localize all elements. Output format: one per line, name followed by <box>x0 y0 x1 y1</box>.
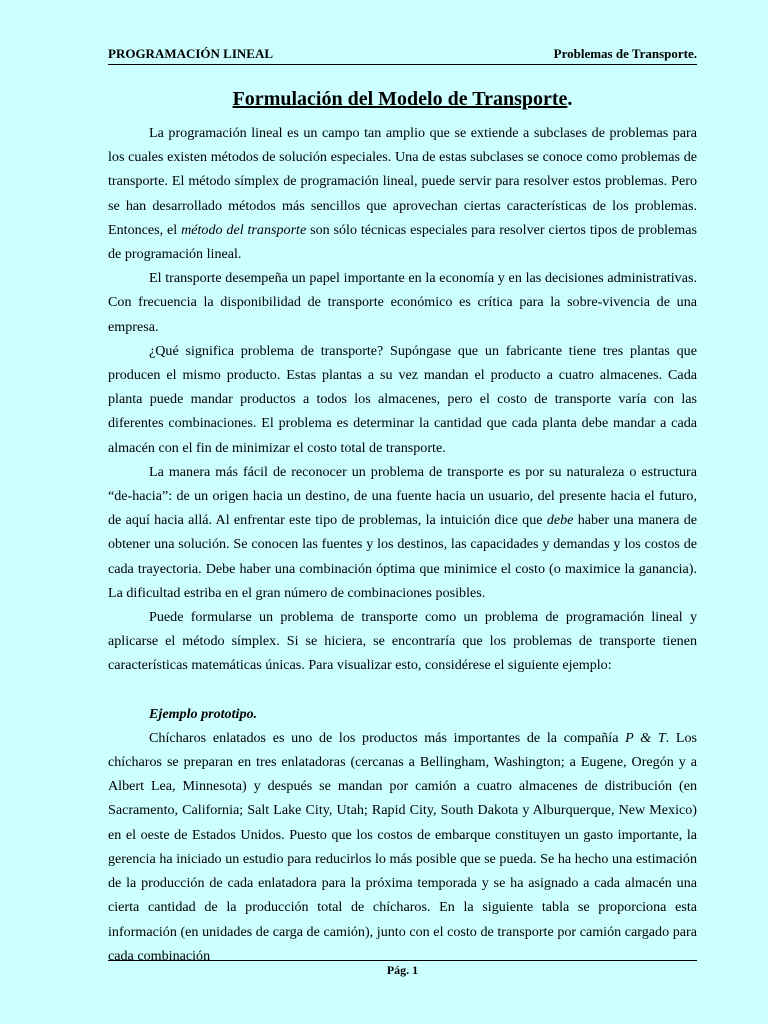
paragraph-4-text-b: haber una manera de obtener una solución. Se conocen las fuentes y los destinos, las capacidades y demandas y los costos de cada trayectoria. Debe haber una combinación óptima que minimice el costo (o maximice la ganancia). La dificultad estriba en el gran número de combinaciones posibles. <box>108 512 698 601</box>
page-header <box>108 44 697 65</box>
paragraph-1-text-b: son sólo técnicas especiales para resolver ciertos tipos de problemas de programación lineal. <box>108 221 698 263</box>
paragraph-spacer <box>108 678 697 702</box>
page-title <box>108 88 697 111</box>
paragraph-5: Puede formularse un problema de transporte como un problema de programación lineal y aplicarse el método símplex. Si se hiciera, se encontraría que los problemas de transporte tienen características matemáticas únicas. Para visualizar esto, considérese el siguiente ejemplo: <box>108 609 697 674</box>
example-heading: Ejemplo prototipo. <box>149 705 258 722</box>
header-section-title: Problemas de Transporte. <box>553 46 697 61</box>
title-text: Formulación del Modelo de Transporte <box>232 88 568 110</box>
paragraph-2: El transporte desempeña un papel importante en la economía y en las decisiones administrativas. Con frecuencia la disponibilidad de transporte económico es crítica para la sobre-vivencia de una empresa. <box>108 270 697 335</box>
title-period: . <box>567 88 573 110</box>
paragraph-6-emphasis: P & T <box>625 729 666 746</box>
page-footer <box>108 960 697 978</box>
header-course-title: PROGRAMACIÓN LINEAL <box>108 46 274 61</box>
paragraph-1-text-a: La programación lineal es un campo tan amplio que se extiende a subclases de problemas para los cuales existen métodos de solución especiales. Una de estas subclases se conoce como problemas de transporte. El método símplex de programación lineal, puede servir para resolver estos problemas. Pero se han desarrollado métodos más sencillos que aprovechan ciertas características de los problemas. Entonces, el <box>108 125 697 238</box>
page-number: Pág. 1 <box>386 963 419 977</box>
paragraph-4 <box>108 460 697 605</box>
document-page <box>108 0 697 1024</box>
paragraph-1 <box>108 121 697 266</box>
document-body <box>108 121 697 968</box>
paragraph-3: ¿Qué significa problema de transporte? Supóngase que un fabricante tiene tres plantas que producen el mismo producto. Estas plantas a su vez mandan el producto a cuatro almacenes. Cada planta puede mandar productos a todos los almacenes, pero el costo de transporte varía con las diferentes combinaciones. El problema es determinar la cantidad que cada planta debe mandar a cada almacén con el fin de minimizar el costo total de transporte. <box>108 342 697 456</box>
paragraph-4-emphasis: debe <box>546 512 574 529</box>
paragraph-6-text-b: . Los chícharos se preparan en tres enlatadoras (cercanas a Bellingham, Washington; a Eugene, Oregón y a Albert Lea, Minnesota) y después se mandan por camión a cuatro almacenes de distribución (en Sacramento, California; Salt Lake City, Utah; Rapid City, South Dakota y Alburquerque, New Mexico) en el oeste de Estados Unidos. Puesto que los costos de embarque constituyen un gasto importante, la gerencia ha iniciado un estudio para reducirlos lo más posible que se pueda. Se ha hecho una estimación de la producción de cada enlatadora para la próxima temporada y se ha asignado a cada almacén una cierta cantidad de la producción total de chícharos. En la siguiente tabla se proporciona esta información (en unidades de carga de camión), junto con el costo de transporte por camión cargado para cada combinación <box>108 729 697 964</box>
paragraph-4-text-a: La manera más fácil de reconocer un problema de transporte es por su naturaleza o estructura “de-hacia”: de un origen hacia un destino, de una fuente hacia un usuario, del presente hacia el futuro, de aquí hacia allá. Al enfrentar este tipo de problemas, la intuición dice que <box>108 463 697 529</box>
paragraph-6-text-a: Chícharos enlatados es uno de los productos más importantes de la compañía <box>149 729 626 746</box>
paragraph-1-emphasis: método del transporte <box>181 221 307 238</box>
paragraph-6 <box>108 726 697 968</box>
